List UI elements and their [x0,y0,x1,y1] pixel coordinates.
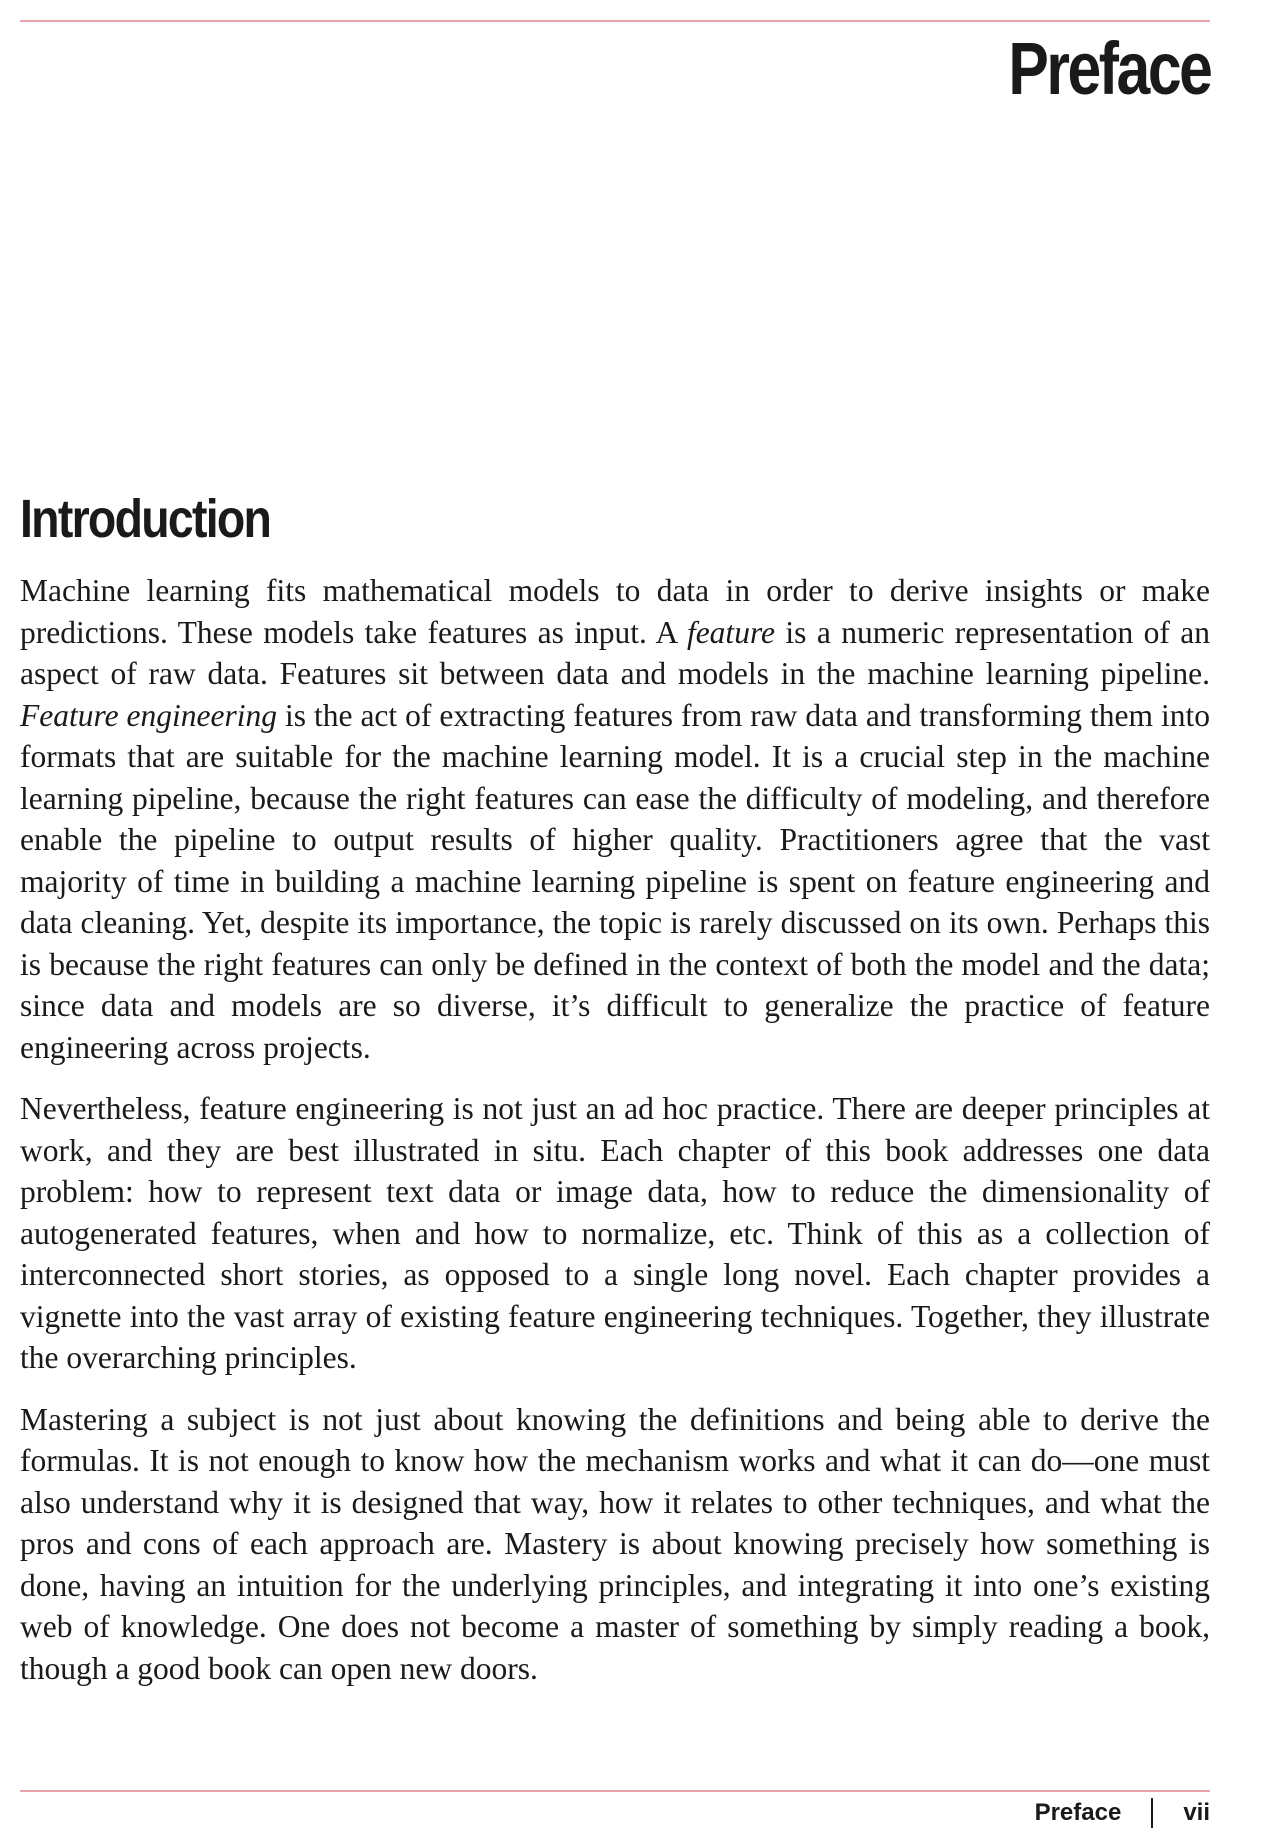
paragraph-1 [20,570,1210,1068]
footer-separator [1151,1798,1153,1828]
chapter-title: Preface [1007,27,1210,110]
body-text [20,570,1210,1709]
footer-section-label: Preface [1034,1799,1122,1826]
term-feature: feature [686,614,776,650]
paragraph-3: Mastering a subject is not just about knowing the definitions and being able to derive the formulas. It is not enough to know how the mechanism works and what it can do—one must also understand why it is designed that way, how it relates to other techniques, and what the pros and cons of each approach are. Mastery is about knowing precisely how something is done, having an intuition for the underlying principles, and integrating it into one’s existing web of knowledge. One does not become a master of something by simply reading a book, though a good book can open new doors. [20,1401,1210,1686]
paragraph-1-part-c: is a numeric representation of an aspect of raw data. Features sit between data and models in the machine learning pipeline. [20,614,1210,691]
page-number: vii [1183,1799,1210,1826]
bottom-rule [20,1790,1210,1792]
top-rule [20,20,1210,22]
paragraph-2: Nevertheless, feature engineering is not just an ad hoc practice. There are deeper principles at work, and they are best illustrated in situ. Each chapter of this book addresses one data problem: how to represent text data or image data, how to reduce the dimensionality of autogenerated features, when and how to normalize, etc. Think of this as a collection of interconnected short stories, as opposed to a single long novel. Each chapter provides a vignette into the vast array of existing feature engineering techniques. Together, they illustrate the overarching principles. [20,1091,1210,1375]
section-heading: Introduction [20,489,271,549]
page-footer [1035,1798,1210,1828]
paragraph-1-part-e: is the act of extracting features from raw data and transforming them into formats that are suitable for the machine learning model. It is a crucial step in the machine learning pipeline, because the right features can ease the difficulty of modeling, and therefore enable the pipeline to output results of higher quality. Practitioners agree that the vast majority of time in building a machine learning pipeline is spent on feature engineering and data cleaning. Yet, despite its importance, the topic is rarely discussed on its own. Perhaps this is because the right features can only be defined in the context of both the model and the data; since data and models are so diverse, it’s difficult to generalize the practice of feature engineering across projects. [20,697,1210,1065]
paragraph-1-part-a: Machine learning fits mathematical models to data in order to derive insights or make predictions. These models take features as input. A [20,573,1210,650]
term-feature-engineering: Feature engineering [20,697,277,733]
